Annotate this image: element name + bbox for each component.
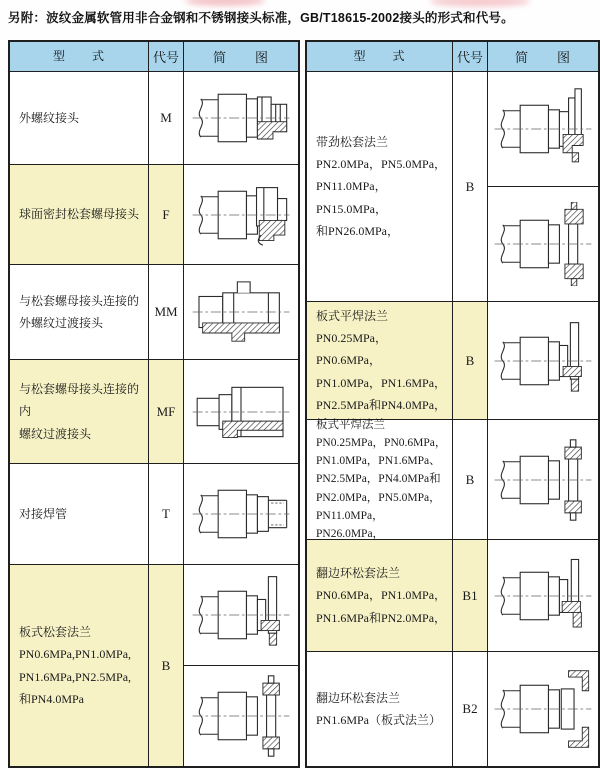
diagram-sub-cell — [488, 652, 598, 766]
type-line: 对接焊管 — [19, 506, 68, 521]
table-row — [307, 72, 598, 302]
diagram-plate-flange-up — [491, 319, 595, 403]
diagram-cell — [488, 540, 598, 651]
header-row — [307, 42, 598, 72]
type-line: PN1.6MPa,PN2.5MPa, — [19, 669, 132, 684]
type-line: 与松套螺母接头连接的 — [19, 293, 140, 308]
table-row — [10, 360, 298, 464]
table-row — [307, 540, 598, 652]
type-line: 板式松套法兰 — [19, 625, 92, 640]
diagram-mf-union — [189, 370, 293, 454]
diagram-sub-cell — [488, 186, 598, 301]
diagram-cell — [488, 72, 598, 301]
table-row — [10, 72, 298, 165]
left-table — [8, 40, 300, 768]
diagram-swivel-nut — [189, 173, 293, 257]
table-row — [10, 265, 298, 360]
diagram-plate-flange-section — [491, 438, 595, 522]
diagram-sub-cell — [488, 420, 598, 539]
type-cell — [10, 464, 149, 564]
type-line: 球面密封松套螺母接头 — [19, 207, 140, 222]
table-row — [10, 565, 298, 766]
type-cell — [307, 302, 453, 419]
header-diagram: 简 图 — [184, 42, 298, 71]
scan-artifact — [185, 0, 265, 6]
diagram-male-thread — [189, 76, 293, 160]
header-type: 型 式 — [10, 42, 149, 71]
diagram-cell — [184, 72, 298, 164]
diagram-sub-cell — [184, 265, 298, 359]
header-type: 型 式 — [307, 42, 453, 71]
diagram-sub-cell — [184, 565, 298, 665]
type-line: 螺纹过渡接头 — [19, 426, 92, 441]
type-line: PN1.6MPa（板式法兰） — [316, 713, 442, 727]
code-cell: B1 — [453, 540, 488, 651]
type-cell — [10, 265, 149, 359]
type-line: PN1.0MPa，PN1.6MPa、 — [316, 455, 441, 468]
diagram-cell — [184, 265, 298, 359]
type-line: PN11.0MPa，PN26.0MPa， — [316, 509, 385, 540]
diagram-cell — [488, 302, 598, 419]
diagram-neck-flange-up — [491, 87, 595, 171]
table-row — [307, 302, 598, 420]
diagram-sub-cell — [184, 72, 298, 164]
type-line: PN2.5MPa，PN4.0MPa和 — [316, 473, 441, 486]
type-line: PN2.5MPa和PN4.0MPa， — [316, 397, 447, 412]
type-line: PN0.6MPa，PN1.0MPa， — [316, 588, 447, 603]
diagram-butt-weld — [189, 472, 293, 556]
diagram-mm-union — [189, 270, 293, 354]
code-cell: B — [453, 420, 488, 539]
type-cell — [307, 540, 453, 651]
table-row — [307, 652, 598, 766]
code-cell: MF — [149, 360, 184, 463]
table-row — [10, 165, 298, 265]
type-line: PN0.25MPa，PN0.6MPa， — [316, 331, 388, 368]
type-line: PN2.0MPa，PN5.0MPa， — [316, 491, 441, 504]
diagram-sub-cell — [184, 360, 298, 463]
diagram-sub-cell — [488, 72, 598, 186]
type-line: PN0.6MPa,PN1.0MPa, — [19, 647, 132, 662]
header-code: 代号 — [149, 42, 184, 71]
code-cell: MM — [149, 265, 184, 359]
diagram-cell — [184, 464, 298, 564]
table-row — [10, 464, 298, 565]
diagram-sub-cell — [184, 665, 298, 766]
header-diagram: 简 图 — [488, 42, 598, 71]
diagram-cell — [488, 420, 598, 539]
diagram-cell — [488, 652, 598, 766]
diagram-cell — [184, 565, 298, 766]
header-code: 代号 — [453, 42, 488, 71]
type-line: 带劲松套法兰 — [316, 135, 389, 150]
table-row — [307, 420, 598, 540]
type-line: PN1.0MPa，PN1.6MPa， — [316, 375, 447, 390]
type-line: 外螺纹过渡接头 — [19, 316, 104, 330]
code-cell: F — [149, 165, 184, 264]
type-cell — [10, 360, 149, 463]
code-cell: B2 — [453, 652, 488, 766]
type-line: PN0.25MPa，PN0.6MPa， — [316, 437, 447, 450]
type-cell — [10, 565, 149, 766]
code-cell: M — [149, 72, 184, 164]
tables-container — [8, 40, 600, 768]
diagram-sub-cell — [184, 464, 298, 564]
type-cell — [10, 72, 149, 164]
type-line: 与松套螺母接头连接的内 — [19, 382, 140, 419]
code-cell: B — [453, 72, 488, 301]
diagram-cell — [184, 165, 298, 264]
type-line: 板式平焊法兰 — [316, 418, 385, 431]
scan-artifact — [430, 0, 530, 7]
type-line: 板式平焊法兰 — [316, 309, 389, 324]
diagram-cell — [184, 360, 298, 463]
header-row — [10, 42, 298, 72]
diagram-b1-flange — [491, 554, 595, 638]
type-cell — [307, 72, 453, 301]
type-line: PN2.0MPa，PN5.0MPa， — [316, 157, 447, 172]
type-line: 外螺纹接头 — [19, 110, 80, 125]
diagram-neck-flange-section — [491, 202, 595, 286]
diagram-plate-flange-up — [189, 573, 293, 657]
code-cell: B — [453, 302, 488, 419]
type-cell — [10, 165, 149, 264]
type-line: PN1.6MPa和PN2.0MPa， — [316, 610, 447, 625]
type-cell — [307, 420, 453, 539]
page-title: 另附：波纹金属软管用非合金钢和不锈钢接头标准，GB/T18615-2002接头的形式和代号。 — [8, 11, 514, 25]
code-cell: B — [149, 565, 184, 766]
right-table — [305, 40, 600, 768]
diagram-sub-cell — [184, 165, 298, 264]
type-line: 和PN26.0MPa， — [316, 223, 400, 238]
type-line: 和PN4.0MPa — [19, 691, 85, 706]
type-line: 翻边环松套法兰 — [316, 566, 401, 581]
type-line: PN11.0MPa，PN15.0MPa， — [316, 179, 388, 216]
diagram-b2-clamp — [491, 667, 595, 751]
type-cell — [307, 652, 453, 766]
diagram-sub-cell — [488, 302, 598, 419]
diagram-plate-flange-section — [189, 674, 293, 758]
code-cell: T — [149, 464, 184, 564]
type-line: 翻边环松套法兰 — [316, 690, 401, 705]
diagram-sub-cell — [488, 540, 598, 651]
